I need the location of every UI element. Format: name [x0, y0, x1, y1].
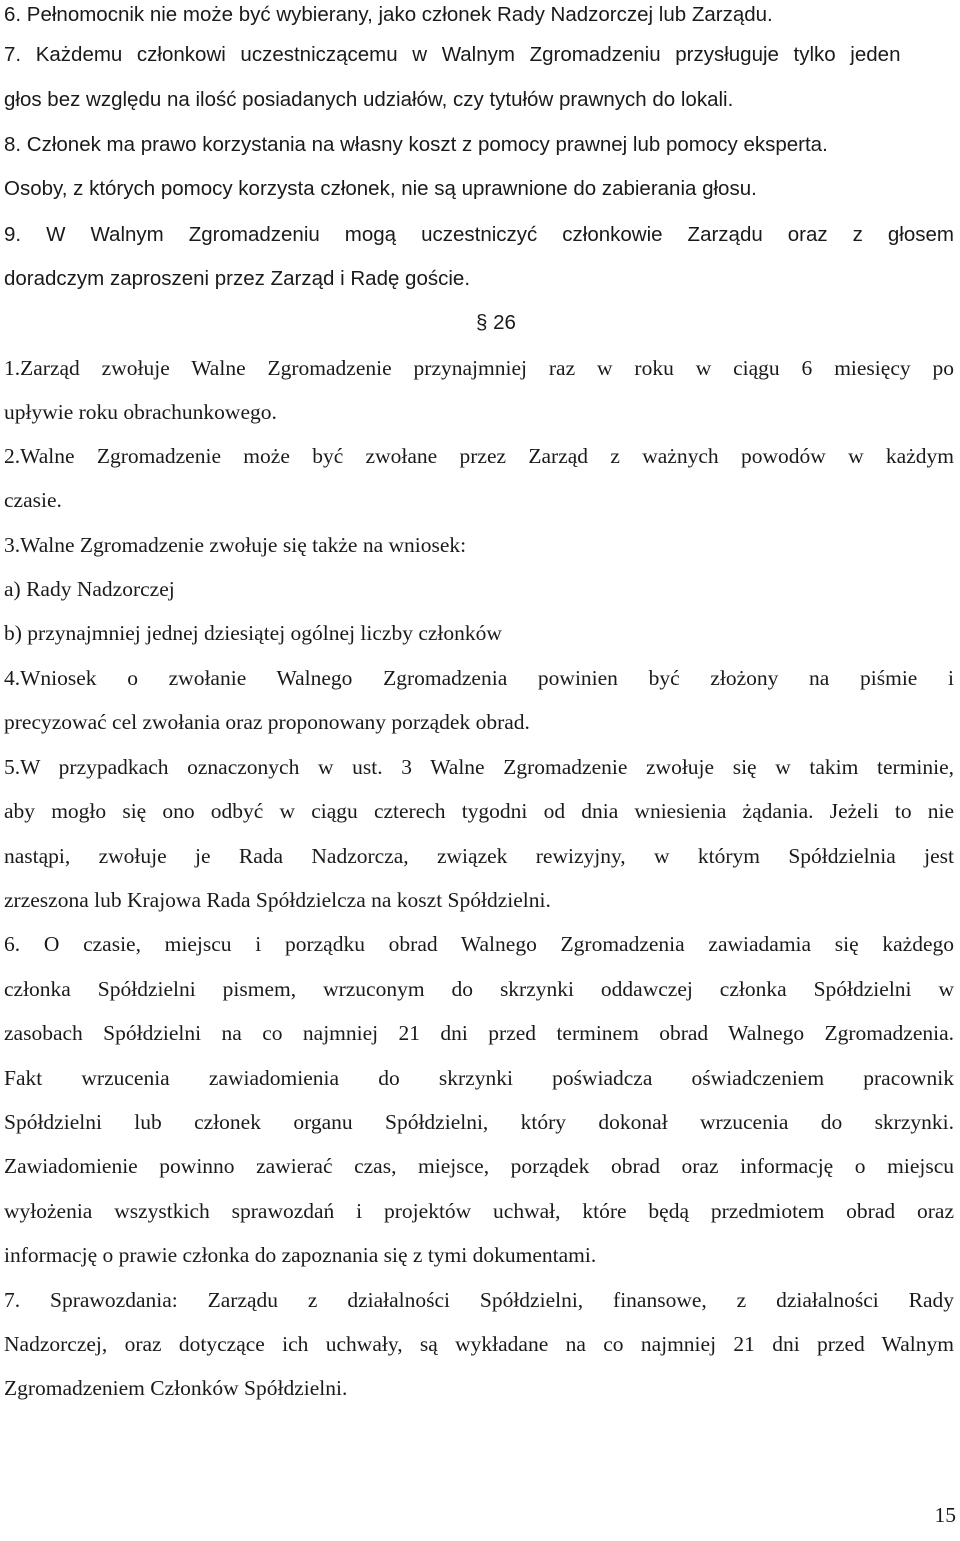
s26-paragraph-1-line-2: upływie roku obrachunkowego. — [4, 400, 277, 424]
paragraph-8-line-2: Osoby, z których pomocy korzysta członek, nie są uprawnione do zabierania głosu. — [4, 177, 757, 200]
s26-paragraph-6-line-1: 6. O czasie, miejscu i porządku obrad Walnego Zgromadzenia zawiadamia się każdego — [4, 932, 954, 956]
section-heading: § 26 — [476, 311, 516, 334]
s26-paragraph-6-line-5: Spółdzielni lub członek organu Spółdzielni, który dokonał wrzucenia do skrzynki. — [4, 1110, 954, 1134]
s26-paragraph-7-line-2: Nadzorczej, oraz dotyczące ich uchwały, są wykładane na co najmniej 21 dni przed Walnym — [4, 1332, 954, 1356]
s26-paragraph-6-line-6: Zawiadomienie powinno zawierać czas, miejsce, porządek obrad oraz informację o miejscu — [4, 1154, 954, 1178]
s26-paragraph-7-line-3: Zgromadzeniem Członków Spółdzielni. — [4, 1376, 348, 1400]
paragraph-7-line-2: głos bez względu na ilość posiadanych udziałów, czy tytułów prawnych do lokali. — [4, 88, 734, 111]
s26-paragraph-4-line-1: 4.Wniosek o zwołanie Walnego Zgromadzenia powinien być złożony na piśmie i — [4, 666, 954, 690]
paragraph-7-line-1: 7. Każdemu członkowi uczestniczącemu w Walnym Zgromadzeniu przysługuje tylko jeden — [4, 43, 901, 66]
s26-paragraph-4-line-2: precyzować cel zwołania oraz proponowany porządek obrad. — [4, 710, 530, 734]
paragraph-9-line-2: doradczym zaproszeni przez Zarząd i Radę goście. — [4, 267, 471, 290]
s26-paragraph-7-line-1: 7. Sprawozdania: Zarządu z działalności Spółdzielni, finansowe, z działalności Rady — [4, 1288, 954, 1312]
s26-paragraph-2-line-1: 2.Walne Zgromadzenie może być zwołane przez Zarząd z ważnych powodów w każdym — [4, 444, 954, 468]
s26-paragraph-5-line-2: aby mogło się ono odbyć w ciągu czterech tygodni od dnia wniesienia żądania. Jeżeli to nie — [4, 799, 954, 823]
s26-paragraph-6-line-4: Fakt wrzucenia zawiadomienia do skrzynki poświadcza oświadczeniem pracownik — [4, 1066, 954, 1090]
s26-paragraph-2-line-2: czasie. — [4, 488, 62, 512]
s26-paragraph-3-line-1: 3.Walne Zgromadzenie zwołuje się także na wniosek: — [4, 533, 467, 557]
paragraph-9-line-1: 9. W Walnym Zgromadzeniu mogą uczestniczyć członkowie Zarządu oraz z głosem — [4, 223, 954, 246]
s26-paragraph-5-line-1: 5.W przypadkach oznaczonych w ust. 3 Walne Zgromadzenie zwołuje się w takim terminie, — [4, 755, 954, 779]
s26-paragraph-6-line-8: informację o prawie członka do zapoznania się z tymi dokumentami. — [4, 1243, 597, 1267]
s26-paragraph-6-line-3: zasobach Spółdzielni na co najmniej 21 dni przed terminem obrad Walnego Zgromadzenia. — [4, 1021, 954, 1045]
s26-paragraph-5-line-4: zrzeszona lub Krajowa Rada Spółdzielcza na koszt Spółdzielni. — [4, 888, 551, 912]
s26-paragraph-6-line-7: wyłożenia wszystkich sprawozdań i projektów uchwał, które będą przedmiotem obrad oraz — [4, 1199, 954, 1223]
paragraph-6: 6. Pełnomocnik nie może być wybierany, jako członek Rady Nadzorczej lub Zarządu. — [4, 3, 773, 26]
s26-paragraph-5-line-3: nastąpi, zwołuje je Rada Nadzorcza, związek rewizyjny, w którym Spółdzielnia jest — [4, 844, 954, 868]
s26-paragraph-6-line-2: członka Spółdzielni pismem, wrzuconym do skrzynki oddawczej członka Spółdzielni w — [4, 977, 954, 1001]
paragraph-8-line-1: 8. Członek ma prawo korzystania na własny koszt z pomocy prawnej lub pomocy eksperta. — [4, 133, 828, 156]
s26-paragraph-1-line-1: 1.Zarząd zwołuje Walne Zgromadzenie przynajmniej raz w roku w ciągu 6 miesięcy po — [4, 356, 954, 380]
page-number: 15 — [934, 1503, 956, 1527]
s26-paragraph-3-item-a: a) Rady Nadzorczej — [4, 577, 175, 601]
s26-paragraph-3-item-b: b) przynajmniej jednej dziesiątej ogólnej liczby członków — [4, 621, 502, 645]
